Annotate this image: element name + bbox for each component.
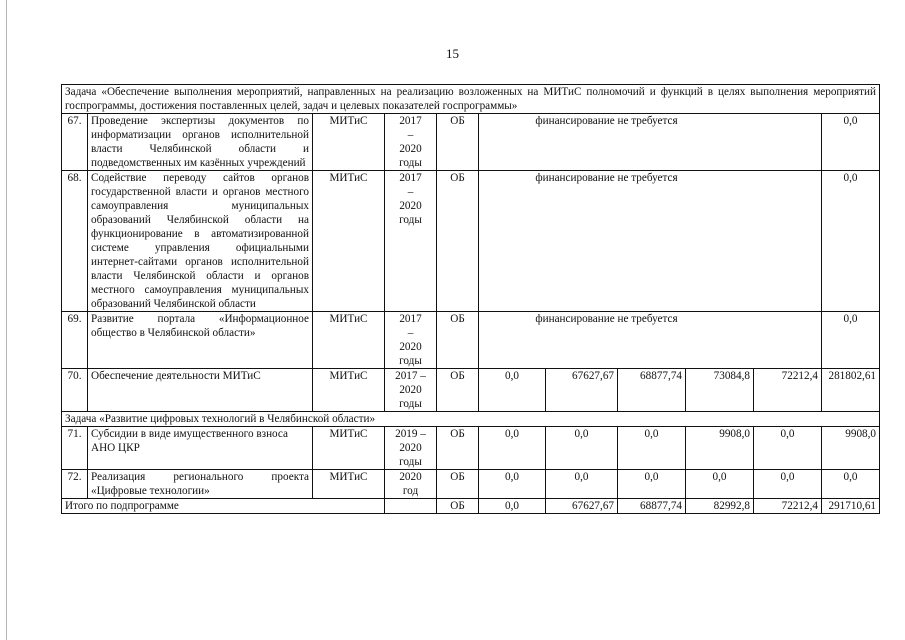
funding-note: финансирование не требуется [479, 312, 822, 369]
total-label: Итого по подпрограмме [62, 499, 385, 514]
value-cell: 67627,67 [546, 499, 618, 514]
period: 2017 – 2020 годы [385, 312, 437, 369]
value-cell: 68877,74 [618, 499, 686, 514]
table-row [62, 427, 880, 470]
task-header: Задача «Развитие цифровых технологий в Челябинской области» [62, 412, 880, 427]
table-row [62, 369, 880, 412]
total-value: 0,0 [822, 171, 880, 312]
row-number: 72. [62, 470, 88, 499]
page-edge-line [6, 0, 7, 640]
activity-name: Обеспечение деятельности МИТиС [88, 369, 313, 412]
empty-cell [385, 499, 437, 514]
row-number: 67. [62, 114, 88, 171]
value-cell: 0,0 [686, 470, 754, 499]
table-row [62, 312, 880, 369]
total-value: 291710,61 [822, 499, 880, 514]
funding-source: ОБ [437, 427, 479, 470]
period: 2019 – 2020 годы [385, 427, 437, 470]
period: 2017 – 2020 годы [385, 114, 437, 171]
value-cell: 73084,8 [686, 369, 754, 412]
period: 2017 – 2020 годы [385, 171, 437, 312]
value-cell: 0,0 [754, 470, 822, 499]
value-cell: 0,0 [618, 427, 686, 470]
page-number: 15 [446, 46, 459, 61]
task-header: Задача «Обеспечение выполнения мероприятий, направленных на реализацию возложенных на МИТиС полномочий и функций в целях выполнения мероприятий госпрограммы, достижения поставленных целей, задач и целевых показателей госпрограммы» [62, 85, 880, 114]
funding-source: ОБ [437, 312, 479, 369]
value-cell: 68877,74 [618, 369, 686, 412]
activity-name: Реализация регионального проекта «Цифровые технологии» [88, 470, 313, 499]
total-value: 0,0 [822, 470, 880, 499]
value-cell: 82992,8 [686, 499, 754, 514]
executor: МИТиС [313, 171, 385, 312]
value-cell: 0,0 [479, 427, 546, 470]
executor: МИТиС [313, 369, 385, 412]
total-value: 0,0 [822, 114, 880, 171]
value-cell: 0,0 [546, 427, 618, 470]
value-cell: 0,0 [479, 470, 546, 499]
total-value: 281802,61 [822, 369, 880, 412]
executor: МИТиС [313, 470, 385, 499]
funding-source: ОБ [437, 470, 479, 499]
total-row [62, 499, 880, 514]
table-row [62, 470, 880, 499]
activity-name: Содействие переводу сайтов органов государственной власти и органов местного самоуправления муниципальных образований Челябинской области на функционирование в автоматизированной системе управления официальными интернет-сайтами органов исполнительной власти Челябинской области и органов местного самоуправления муниципальных образований Челябинской области [88, 171, 313, 312]
executor: МИТиС [313, 114, 385, 171]
total-value: 9908,0 [822, 427, 880, 470]
executor: МИТиС [313, 427, 385, 470]
period: 2020 год [385, 470, 437, 499]
row-number: 68. [62, 171, 88, 312]
value-cell: 72212,4 [754, 369, 822, 412]
funding-note: финансирование не требуется [479, 171, 822, 312]
funding-source: ОБ [437, 114, 479, 171]
value-cell: 67627,67 [546, 369, 618, 412]
executor: МИТиС [313, 312, 385, 369]
funding-source: ОБ [437, 369, 479, 412]
program-activities-table [61, 84, 880, 514]
period: 2017 – 2020 годы [385, 369, 437, 412]
value-cell: 9908,0 [686, 427, 754, 470]
activity-name: Субсидии в виде имущественного взноса АНО ЦКР [88, 427, 313, 470]
value-cell: 0,0 [479, 499, 546, 514]
value-cell: 0,0 [479, 369, 546, 412]
funding-note: финансирование не требуется [479, 114, 822, 171]
funding-source: ОБ [437, 171, 479, 312]
table-row [62, 114, 880, 171]
funding-source: ОБ [437, 499, 479, 514]
value-cell: 0,0 [754, 427, 822, 470]
table-row [62, 171, 880, 312]
row-number: 70. [62, 369, 88, 412]
task-header-row [62, 412, 880, 427]
total-value: 0,0 [822, 312, 880, 369]
value-cell: 72212,4 [754, 499, 822, 514]
activity-name: Проведение экспертизы документов по информатизации органов исполнительной власти Челябинской области и подведомственных им казённых учреждений [88, 114, 313, 171]
value-cell: 0,0 [618, 470, 686, 499]
row-number: 71. [62, 427, 88, 470]
task-header-row [62, 85, 880, 114]
activity-name: Развитие портала «Информационное общество в Челябинской области» [88, 312, 313, 369]
row-number: 69. [62, 312, 88, 369]
value-cell: 0,0 [546, 470, 618, 499]
